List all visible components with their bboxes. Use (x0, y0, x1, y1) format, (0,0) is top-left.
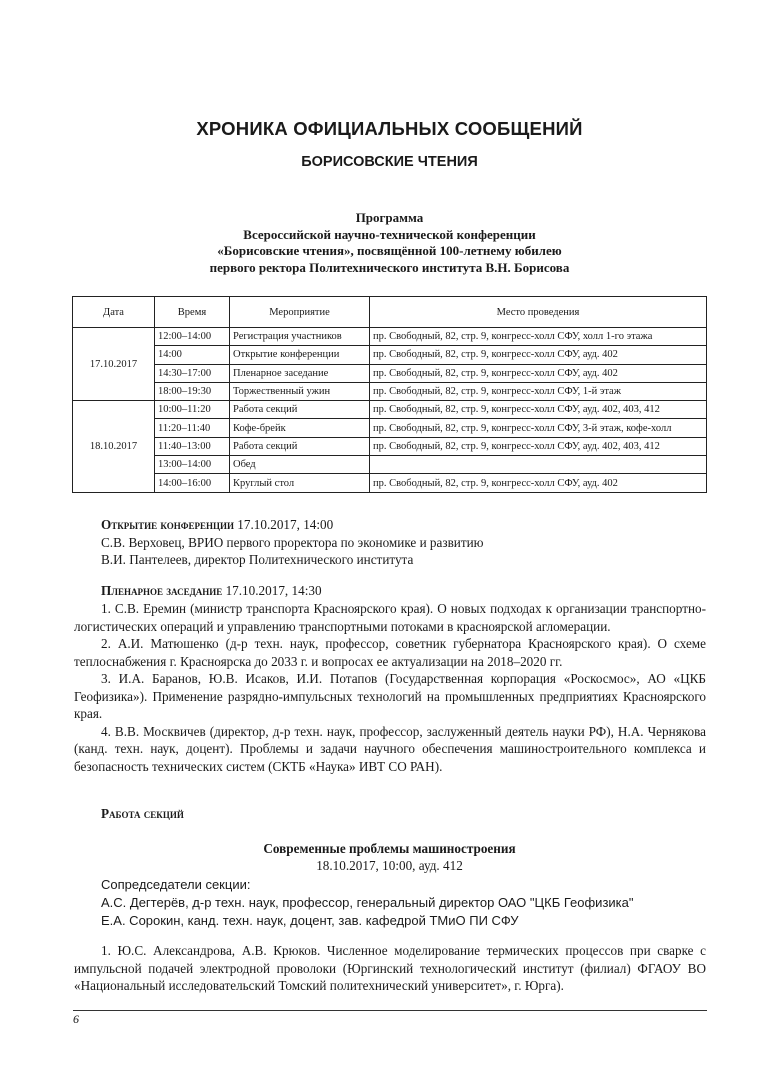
event-cell: Регистрация участников (230, 328, 370, 346)
header-place: Место проведения (370, 297, 707, 328)
table-row (73, 346, 707, 364)
place-cell: пр. Свободный, 82, стр. 9, конгресс-холл СФУ, ауд. 402, 403, 412 (370, 437, 707, 455)
footer-rule (73, 1010, 707, 1011)
plenary-list (74, 600, 706, 775)
section-title: Современные проблемы машиностроения (263, 841, 516, 856)
time-cell: 10:00–11:20 (155, 401, 230, 419)
program-line-2: Всероссийской научно-технической конференции (243, 226, 536, 242)
table-row (73, 364, 707, 382)
opening-heading (101, 516, 484, 534)
program-title (100, 210, 679, 276)
place-cell: пр. Свободный, 82, стр. 9, конгресс-холл СФУ, 3-й этаж, кофе-холл (370, 419, 707, 437)
section-info: 18.10.2017, 10:00, ауд. 412 (316, 858, 463, 873)
place-cell: пр. Свободный, 82, стр. 9, конгресс-холл СФУ, ауд. 402, 403, 412 (370, 401, 707, 419)
cochairs-label: Сопредседатели секции: (101, 877, 251, 892)
place-cell: пр. Свободный, 82, стр. 9, конгресс-холл СФУ, ауд. 402 (370, 346, 707, 364)
cochair-1: А.С. Дегтерёв, д-р техн. наук, профессор, генеральный директор ОАО "ЦКБ Геофизика" (101, 895, 634, 910)
sections-label: Работа секций (101, 806, 184, 821)
opening-label: Открытие конференции (101, 517, 234, 532)
place-cell: пр. Свободный, 82, стр. 9, конгресс-холл СФУ, ауд. 402 (370, 364, 707, 382)
time-cell: 18:00–19:30 (155, 382, 230, 400)
time-cell: 11:40–13:00 (155, 437, 230, 455)
opening-speaker-1: С.В. Верховец, ВРИО первого проректора по экономике и развитию (101, 534, 484, 550)
event-cell: Работа секций (230, 437, 370, 455)
section-item: 1. Ю.С. Александрова, А.В. Крюков. Численное моделирование термических процессов при сварке с импульсной подачей электродной проволоки (Юргинский технологический институт (филиал) ФГАОУ ВО «Национальный исследовательский Томский политехнический университет», г. Юрга). (74, 943, 706, 993)
place-cell: пр. Свободный, 82, стр. 9, конгресс-холл СФУ, ауд. 402 (370, 474, 707, 492)
time-cell: 14:00–16:00 (155, 474, 230, 492)
event-cell: Обед (230, 456, 370, 474)
place-cell: пр. Свободный, 82, стр. 9, конгресс-холл СФУ, холл 1-го этажа (370, 328, 707, 346)
borisov-readings-heading: БОРИСОВСКИЕ ЧТЕНИЯ (301, 154, 478, 170)
time-cell: 14:30–17:00 (155, 364, 230, 382)
plenary-item: 1. С.В. Еремин (министр транспорта Красноярского края). О новых подходах к организации транспортно-логистических операций и управлению транспортными потоками в красноярской агломерации. (74, 601, 706, 634)
table-row (73, 456, 707, 474)
header-time: Время (155, 297, 230, 328)
opening-datetime: 17.10.2017, 14:00 (233, 517, 334, 532)
time-cell: 13:00–14:00 (155, 456, 230, 474)
plenary-label: Пленарное заседание (101, 583, 223, 598)
program-line-4: первого ректора Политехнического института В.Н. Борисова (209, 259, 570, 275)
table-header-row (73, 297, 707, 328)
place-cell: пр. Свободный, 82, стр. 9, конгресс-холл СФУ, 1-й этаж (370, 382, 707, 400)
table-row (73, 419, 707, 437)
table-row (73, 382, 707, 400)
section-item-list (74, 942, 706, 995)
table-row (73, 437, 707, 455)
event-cell: Торжественный ужин (230, 382, 370, 400)
program-line-1: Программа (355, 210, 424, 225)
date-cell: 18.10.2017 (73, 401, 155, 492)
cochairs-block (101, 876, 633, 930)
table-row (73, 401, 707, 419)
plenary-datetime: 17.10.2017, 14:30 (222, 583, 322, 598)
time-cell: 12:00–14:00 (155, 328, 230, 346)
opening-speaker-2: В.И. Пантелеев, директор Политехнического института (101, 552, 414, 567)
place-cell (370, 456, 707, 474)
event-cell: Работа секций (230, 401, 370, 419)
plenary-item: 4. В.В. Москвичев (директор, д-р техн. наук, профессор, заслуженный деятель науки РФ), Н.А. Чернякова (канд. техн. наук, доцент). Проблемы и задачи научного обеспечения машиностроительного комплекса и безопасность технических систем (СКТБ «Наука» ИВТ СО РАН). (74, 723, 706, 774)
page-number: 6 (73, 1012, 79, 1026)
event-cell: Открытие конференции (230, 346, 370, 364)
time-cell: 14:00 (155, 346, 230, 364)
table-row (73, 474, 707, 492)
program-line-3: «Борисовские чтения», посвящённой 100-летнему юбилею (217, 243, 562, 258)
sections-heading (101, 805, 184, 823)
plenary-item: 2. А.И. Матюшенко (д-р техн. наук, профессор, советник губернатора Красноярского края). О схеме теплоснабжения г. Красноярска до 2033 г. и вопросах ее актуализации на 2018–2020 гг. (74, 636, 706, 669)
event-cell: Круглый стол (230, 474, 370, 492)
chronicle-heading: ХРОНИКА ОФИЦИАЛЬНЫХ СООБЩЕНИЙ (196, 118, 583, 139)
cochair-2: Е.А. Сорокин, канд. техн. наук, доцент, зав. кафедрой ТМиО ПИ СФУ (101, 913, 519, 928)
opening-block (101, 516, 484, 569)
event-cell: Пленарное заседание (230, 364, 370, 382)
time-cell: 11:20–11:40 (155, 419, 230, 437)
schedule-table (72, 296, 707, 493)
table-row (73, 328, 707, 346)
event-cell: Кофе-брейк (230, 419, 370, 437)
plenary-heading (101, 582, 322, 600)
header-event: Мероприятие (230, 297, 370, 328)
date-cell: 17.10.2017 (73, 328, 155, 401)
plenary-item: 3. И.А. Баранов, Ю.В. Исаков, И.И. Потапов (Государственная корпорация «Роскосмос», АО «ЦКБ Геофизика»). Применение разрядно-импульсных технологий на промышленных предприятиях Красноярского края. (74, 671, 706, 721)
header-date: Дата (73, 297, 155, 328)
